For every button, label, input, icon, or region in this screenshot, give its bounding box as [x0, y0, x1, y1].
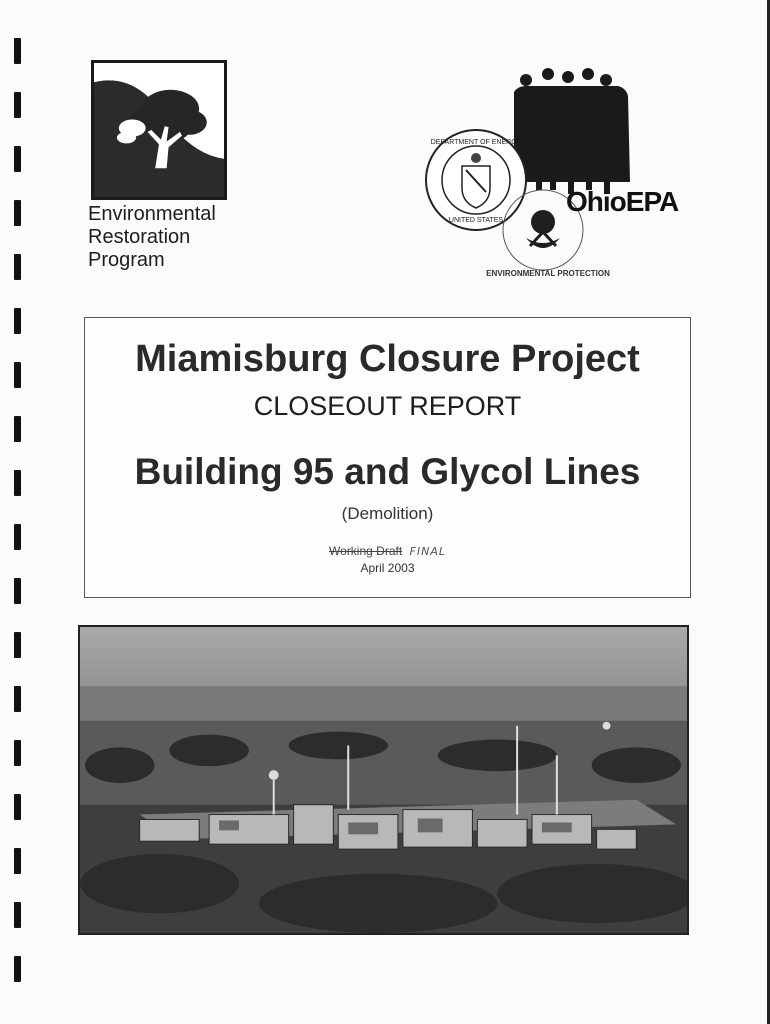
binding-hole	[14, 254, 21, 280]
binding-hole	[14, 92, 21, 118]
binding-hole	[14, 524, 21, 550]
aerial-site-photo	[78, 625, 689, 935]
agency-logos	[418, 62, 693, 287]
report-subtitle: (Demolition)	[341, 504, 434, 523]
draft-status	[85, 544, 690, 558]
program-name-line: Program	[88, 249, 165, 271]
binding-hole	[14, 794, 21, 820]
project-title: Miamisburg Closure Project	[135, 338, 640, 380]
binding-holes	[14, 18, 30, 1018]
report-date: April 2003	[360, 561, 415, 575]
struck-status: Working Draft	[329, 544, 403, 558]
title-block	[84, 317, 691, 598]
binding-hole	[14, 200, 21, 226]
binding-hole	[14, 686, 21, 712]
ohio-epa-people-icon	[514, 68, 630, 194]
binding-hole	[14, 956, 21, 982]
binding-hole	[14, 38, 21, 64]
program-name-line: Environmental	[88, 203, 216, 225]
binding-hole	[14, 632, 21, 658]
binding-hole	[14, 740, 21, 766]
binding-hole	[14, 362, 21, 388]
doe-seal-icon	[426, 130, 526, 230]
binding-hole	[14, 416, 21, 442]
program-name-line: Restoration	[88, 226, 191, 248]
svg-text:UNITED STATES: UNITED STATES	[448, 217, 504, 224]
binding-hole	[14, 146, 21, 172]
svg-text:DEPARTMENT OF ENERGY: DEPARTMENT OF ENERGY	[430, 139, 522, 146]
binding-hole	[14, 902, 21, 928]
svg-text:ENVIRONMENTAL PROTECTION: ENVIRONMENTAL PROTECTION	[486, 269, 610, 278]
handwritten-status: FINAL	[409, 545, 446, 558]
binding-hole	[14, 848, 21, 874]
report-subject: Building 95 and Glycol Lines	[134, 451, 641, 492]
binding-hole	[14, 470, 21, 496]
program-name	[88, 203, 216, 272]
tree-icon	[91, 60, 227, 200]
ohio-epa-wordmark: OhioEPA	[566, 186, 679, 217]
report-type: CLOSEOUT REPORT	[253, 391, 522, 421]
binding-hole	[14, 578, 21, 604]
binding-hole	[14, 308, 21, 334]
